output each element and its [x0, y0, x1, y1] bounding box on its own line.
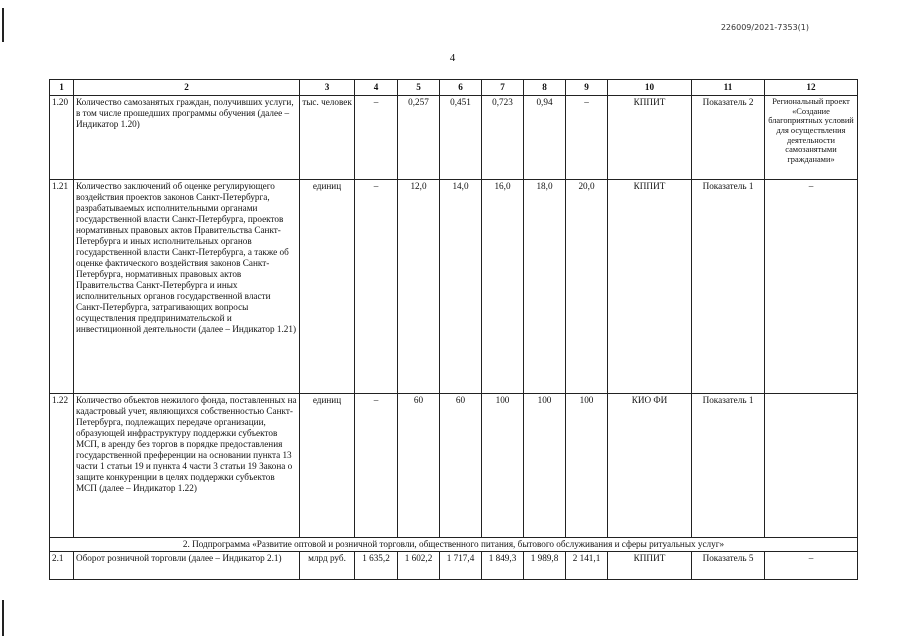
executor-cell: КППИТ: [608, 180, 692, 394]
table-row: [50, 394, 858, 538]
indicator-text: Количество заключений об оценке регулирующего воздействия проектов законов Санкт-Петербурга, разрабатываемых исполнительными органами государственной власти Санкт-Петербурга, проектов нормативных правовых актов Правительства Санкт-Петербурга и иных исполнительных органов государственной власти Санкт-Петербурга, а также об оценке фактического воздействия законов Санкт-Петербурга, нормативных правовых актов Правительства Санкт-Петербурга и иных исполнительных органов государственной власти Санкт-Петербурга, затрагивающих вопросы осуществления предпринимательской и инвестиционной деятельности (далее – Индикатор 1.21): [74, 180, 300, 394]
header-cell: 3: [300, 80, 355, 96]
value-cell: 0,94: [524, 96, 566, 180]
unit-cell: млрд руб.: [300, 552, 355, 580]
scan-edge-mark: [2, 8, 4, 42]
indicator-link-cell: Показатель 1: [692, 180, 765, 394]
executor-cell: КИО ФИ: [608, 394, 692, 538]
project-cell: –: [765, 552, 858, 580]
value-cell: 16,0: [482, 180, 524, 394]
scan-edge-mark: [2, 600, 4, 636]
table-row: [50, 180, 858, 394]
header-cell: 1: [50, 80, 74, 96]
value-cell: –: [566, 96, 608, 180]
project-cell: –: [765, 180, 858, 394]
value-cell: 60: [398, 394, 440, 538]
page-number: 4: [449, 52, 456, 64]
project-cell: Региональный проект «Создание благоприятных условий для осуществления деятельности самозанятыми гражданами»: [765, 96, 858, 180]
header-cell: 10: [608, 80, 692, 96]
subprogram-row: [50, 538, 858, 552]
value-cell: 12,0: [398, 180, 440, 394]
executor-cell: КППИТ: [608, 552, 692, 580]
header-cell: 11: [692, 80, 765, 96]
value-cell: 2 141,1: [566, 552, 608, 580]
value-cell: 20,0: [566, 180, 608, 394]
row-number: 1.20: [50, 96, 74, 180]
unit-cell: единиц: [300, 180, 355, 394]
subprogram-title: 2. Подпрограмма «Развитие оптовой и розничной торговли, общественного питания, бытового обслуживания и сферы ритуальных услуг»: [50, 538, 858, 552]
table-row: [50, 552, 858, 580]
executor-cell: КППИТ: [608, 96, 692, 180]
value-cell: 60: [440, 394, 482, 538]
indicators-table: [49, 79, 858, 580]
value-cell: 1 989,8: [524, 552, 566, 580]
value-cell: –: [355, 96, 398, 180]
value-cell: 0,257: [398, 96, 440, 180]
indicator-link-cell: Показатель 2: [692, 96, 765, 180]
indicator-text: Оборот розничной торговли (далее – Индикатор 2.1): [74, 552, 300, 580]
value-cell: 0,451: [440, 96, 482, 180]
header-cell: 2: [74, 80, 300, 96]
value-cell: –: [355, 180, 398, 394]
header-cell: 8: [524, 80, 566, 96]
header-cell: 12: [765, 80, 858, 96]
value-cell: 1 717,4: [440, 552, 482, 580]
row-number: 1.21: [50, 180, 74, 394]
value-cell: 14,0: [440, 180, 482, 394]
unit-cell: единиц: [300, 394, 355, 538]
row-number: 2.1: [50, 552, 74, 580]
value-cell: 100: [482, 394, 524, 538]
value-cell: 18,0: [524, 180, 566, 394]
header-cell: 4: [355, 80, 398, 96]
header-cell: 9: [566, 80, 608, 96]
indicator-text: Количество объектов нежилого фонда, поставленных на кадастровый учет, являющихся собственностью Санкт-Петербурга, подлежащих передаче организации, образующей инфраструктуру поддержки субъектов МСП, в аренду без торгов в порядке предоставления государственной преференции на основании пункта 13 части 1 статьи 19 и пункта 4 части 3 статьи 19 Закона о защите конкуренции в целях поддержки субъектов МСП (далее – Индикатор 1.22): [74, 394, 300, 538]
table-row: [50, 96, 858, 180]
unit-cell: тыс. человек: [300, 96, 355, 180]
indicator-link-cell: Показатель 5: [692, 552, 765, 580]
value-cell: 1 849,3: [482, 552, 524, 580]
row-number: 1.22: [50, 394, 74, 538]
value-cell: 100: [566, 394, 608, 538]
table-header-row: [50, 80, 858, 96]
header-cell: 7: [482, 80, 524, 96]
project-cell: [765, 394, 858, 538]
indicator-text: Количество самозанятых граждан, получивших услуги, в том числе прошедших программы обучения (далее – Индикатор 1.20): [74, 96, 300, 180]
header-cell: 6: [440, 80, 482, 96]
value-cell: 0,723: [482, 96, 524, 180]
value-cell: 100: [524, 394, 566, 538]
header-cell: 5: [398, 80, 440, 96]
value-cell: –: [355, 394, 398, 538]
value-cell: 1 635,2: [355, 552, 398, 580]
indicator-link-cell: Показатель 1: [692, 394, 765, 538]
document-id: 226009/2021-7353(1): [720, 23, 809, 32]
value-cell: 1 602,2: [398, 552, 440, 580]
